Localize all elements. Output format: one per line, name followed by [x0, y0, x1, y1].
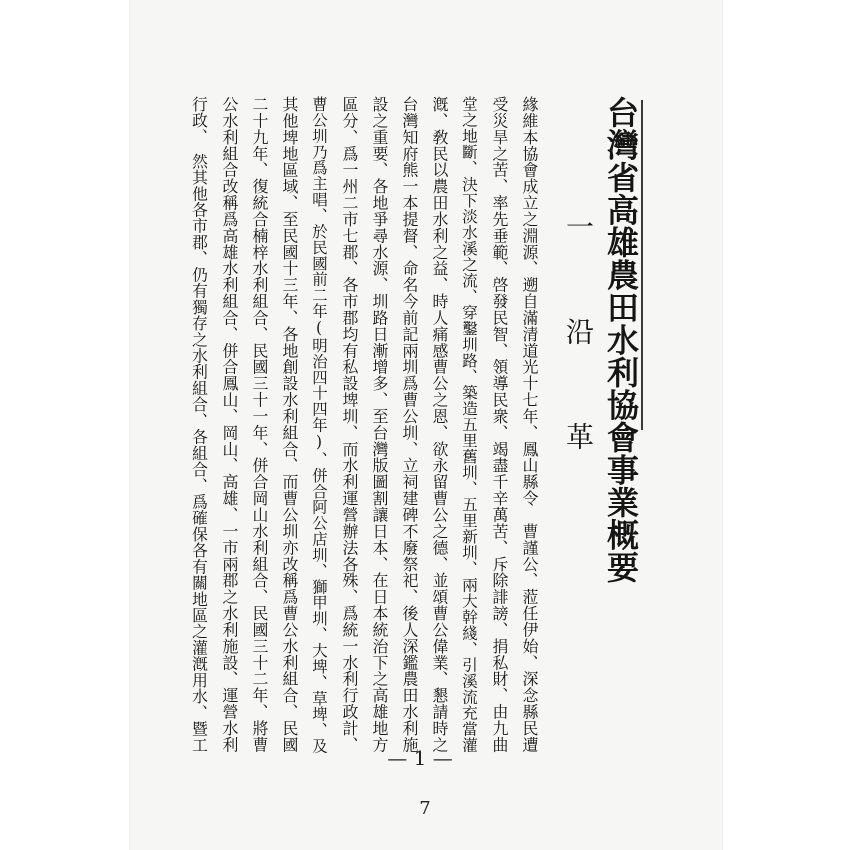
body-line-11: 公水利組合改稱爲高雄水利組合、併合鳳山、岡山、高雄、一市兩郡之水利施設、運營水利 — [220, 96, 239, 753]
body-line-10: 二十九年、復統合楠梓水利組合、民國三十一年、併合岡山水利組合、民國三十二年、將曹 — [250, 96, 269, 753]
document-title: 台灣省高雄農田水利協會事業概要 — [602, 96, 640, 584]
body-line-12: 行政、 然其他各市郡、仍有獨存之水利組合、各組合、爲確保各有關地區之灌漑用水、暨工 — [190, 96, 209, 754]
body-line-4: 漑、敎民以農田水利之益、時人痛感曹公之恩、欲永留曹公之德、並頌曹公偉業、懇請時之 — [430, 96, 449, 753]
title-underline — [641, 100, 643, 430]
body-line-9: 其他埤地區域、至民國十三年、各地創設水利組合、而曹公圳亦改稱爲曹公水利組合、民國 — [280, 96, 299, 753]
body-line-1: 緣維本協會成立之淵源、遡自滿清道光十七年、鳳山縣令 曹謹公、蒞任伊始、深念縣民遭 — [520, 96, 539, 753]
body-line-6: 設之重要、各地爭尋水源、圳路日漸增多、至台灣版圖割讓日本、在日本統治下之高雄地方 — [370, 96, 389, 753]
folio-number: — 1 — — [387, 746, 453, 770]
body-line-3: 堂之地斷、決下淡水溪之流、穿鑿圳路、築造五里舊圳、五里新圳、兩大幹綫、引溪流充當灌 — [460, 96, 478, 753]
page-number: 7 — [419, 798, 431, 819]
body-line-8: 曹公圳乃爲主唱、於民國前二年(明治四十四年)、併合阿公店圳、獅甲圳、大埤、草埤、及 — [310, 96, 328, 754]
body-line-5: 台灣知府熊一本提督、命名今前記兩圳爲曹公圳、立祠建碑不廢祭祀、後人深鑑農田水利施 — [400, 96, 419, 753]
body-line-7: 區分、爲一州二市七郡、各市郡均有私設埤圳、而水利運營辦法各殊、爲統一水利行政計、 — [340, 96, 359, 753]
body-line-2: 受災旱之苦、率先垂範、啓發民智、領導民衆、竭盡千辛萬苦、斥除誹謗、捐私財、由九曲 — [490, 96, 509, 753]
section-heading: 一 沿 革 — [562, 212, 595, 472]
